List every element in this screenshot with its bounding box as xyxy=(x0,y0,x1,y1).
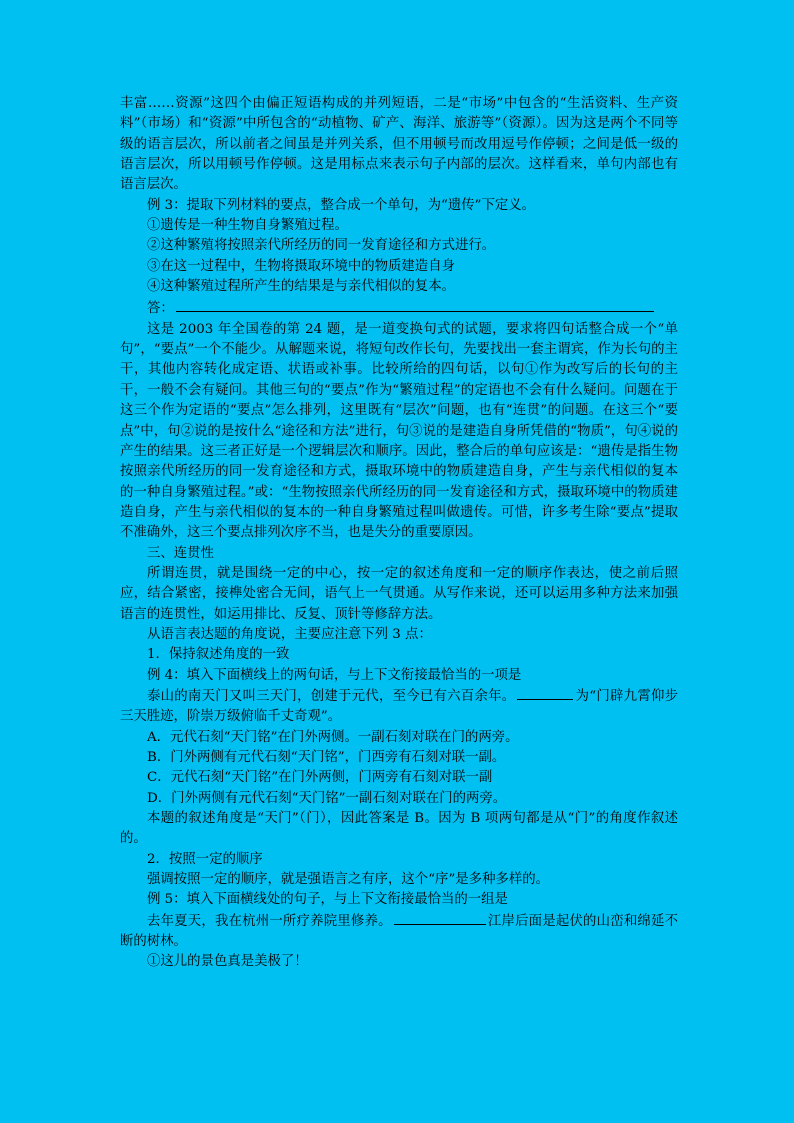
answer-row xyxy=(120,297,678,319)
example-3-item-2: ②这种繁殖将按照亲代所经历的同一发育途径和方式进行。 xyxy=(147,238,496,254)
paragraph-continued: 丰富……资源”这四个由偏正短语构成的并列短语，二是“市场”中包含的“生活资料、生产资料”（市场）和“资源”中所包含的“动植物、矿产、海洋、旅游等”（资源）。因为这是两个不同等级的语言层次，所以前者之间虽是并列关系，但不用顿号而改用逗号作停顿；之间是低一级的语言层次，所以用顿号作停顿。这是用标点来表示句子内部的层次。这样看来，单句内部也有语言层次。 xyxy=(120,96,678,193)
coherence-paragraph: 所谓连贯，就是围绕一定的中心，按一定的叙述角度和一定的顺序作表达，使之前后照应，结合紧密，接榫处密合无间，语气上一气贯通。从写作来说，还可以运用多种方法来加强语言的连贯性，如运用排比、反复、顶针等修辞方法。 xyxy=(120,565,678,622)
example-3-item-1: ①遗传是一种生物自身繁殖过程。 xyxy=(147,218,348,234)
point-1-heading: 1．保持叙述角度的一致 xyxy=(147,647,290,663)
example-5-text-part-b: 江岸后面是起伏的山峦和绵延不断的树林。 xyxy=(120,913,678,950)
answer-blank-line xyxy=(176,297,654,312)
example-5-title: 例 5：填入下面横线处的句子，与上下文衔接最恰当的一组是 xyxy=(147,892,508,908)
example-5-text xyxy=(120,911,678,953)
document-body xyxy=(120,94,678,973)
example-3-item-4: ④这种繁殖过程所产生的结果是与亲代相似的复本。 xyxy=(147,279,455,295)
section-heading-coherence: 三、连贯性 xyxy=(147,545,214,561)
order-paragraph: 强调按照一定的顺序，就是强语言之有序，这个“序”是多种多样的。 xyxy=(147,872,550,888)
fill-blank-line xyxy=(394,911,486,925)
example-5-text-part-a: 去年夏天，我在杭州一所疗养院里修养。 xyxy=(147,913,392,929)
example-4-option-c: C．元代石刻“天门铭”在门外两侧，门两旁有石刻对联一副 xyxy=(147,770,493,786)
analysis-paragraph: 这是 2003 年全国卷的第 24 题，是一道变换句式的试题，要求将四句话整合成一个“单句”，“要点”一个不能少。从解题来说，将短句改作长句，先要找出一套主谓宾，作为长句的主干，其他内容转化成定语、状语或补事。比较所给的四句话，以句①作为改写后的长句的主干，一般不会有疑问。其他三句的“要点”作为“繁殖过程”的定语也不会有什么疑问。问题在于这三个作为定语的“要点”怎么排列，这里既有“层次”问题，也有“连贯”的问题。在这三个“要点”中，句②说的是按什么“途径和方法”进行，句③说的是建造自身所凭借的“物质”，句④说的产生的结果。这三者正好是一个逻辑层次和顺序。因此，整合后的单句应该是：“遗传是指生物按照亲代所经历的同一发育途径和方式，摄取环境中的物质建造自身，产生与亲代相似的复本的一种自身繁殖过程。”或：“生物按照亲代所经历的同一发育途径和方式，摄取环境中的物质建造自身，产生与亲代相似的复本的一种自身繁殖过程叫做遗传。可惜，许多考生除“要点”提取不准确外，这三个要点排列次序不当，也是失分的重要原因。 xyxy=(120,321,678,541)
example-4-option-a: A．元代石刻“天门铭”在门外两侧。一副石刻对联在门的两旁。 xyxy=(147,729,519,745)
answer-label: 答： xyxy=(147,301,174,317)
point-2-heading: 2．按照一定的顺序 xyxy=(147,851,263,867)
fill-blank-line xyxy=(517,686,573,700)
example-3-title: 例 3：提取下列材料的要点，整合成一个单句，为“遗传”下定义。 xyxy=(147,197,536,213)
example-4-option-b: B．门外两侧有元代石刻“天门铭”，门西旁有石刻对联一副。 xyxy=(147,750,506,765)
example-4-explanation: 本题的叙述角度是“天门”（门），因此答案是 B。因为 B 项两句都是从“门”的角度作叙述的。 xyxy=(120,811,678,847)
example-3-item-3: ③在这一过程中，生物将摄取环境中的物质建造自身 xyxy=(147,258,455,274)
example-4-text-part-a: 泰山的南天门又叫三天门，创建于元代，至今已有六百余年。 xyxy=(147,688,516,704)
example-4-title: 例 4：填入下面横线上的两句话，与上下文衔接最恰当的一项是 xyxy=(147,667,522,683)
points-intro: 从语言表达题的角度说，主要应注意下列 3 点： xyxy=(147,626,432,642)
example-5-item-1: ①这儿的景色真是美极了！ xyxy=(147,954,308,970)
example-4-option-d: D．门外两侧有元代石刻“天门铭”一副石刻对联在门的两旁。 xyxy=(147,790,507,806)
example-4-text xyxy=(120,686,678,728)
example-4-text-part-b: 为“门辟九霄仰步三天胜迹，阶崇万级俯临千丈奇观”。 xyxy=(120,688,678,725)
